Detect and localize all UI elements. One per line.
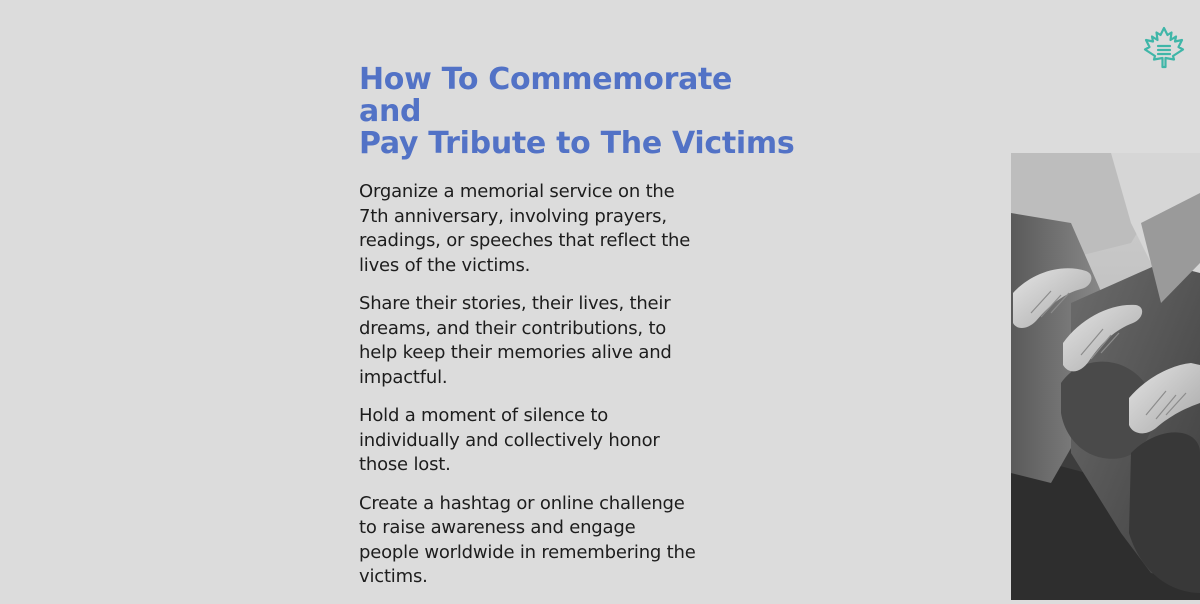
title-line-2: Pay Tribute to The Victims: [359, 126, 795, 161]
paragraph-memorial-service: Organize a memorial service on the 7th anniversary, involving prayers, readings, or speeches that reflect the lives of the victims.: [359, 181, 691, 276]
paragraph-hashtag-challenge: Create a hashtag or online challenge to raise awareness and engage people worldwide in remembering the victims.: [359, 492, 696, 587]
paragraph-share-stories: Share their stories, their lives, their dreams, and their contributions, to help keep their memories alive and impactful.: [359, 293, 672, 388]
page-title: [359, 64, 799, 160]
title-line-1: How To Commemorate and: [359, 62, 733, 129]
main-content: [359, 64, 799, 604]
kneeling-prayer-photo: [1011, 153, 1200, 600]
paragraph-moment-of-silence: Hold a moment of silence to individually and collectively honor those lost.: [359, 405, 660, 475]
maple-leaf-menu-icon: [1140, 24, 1188, 72]
